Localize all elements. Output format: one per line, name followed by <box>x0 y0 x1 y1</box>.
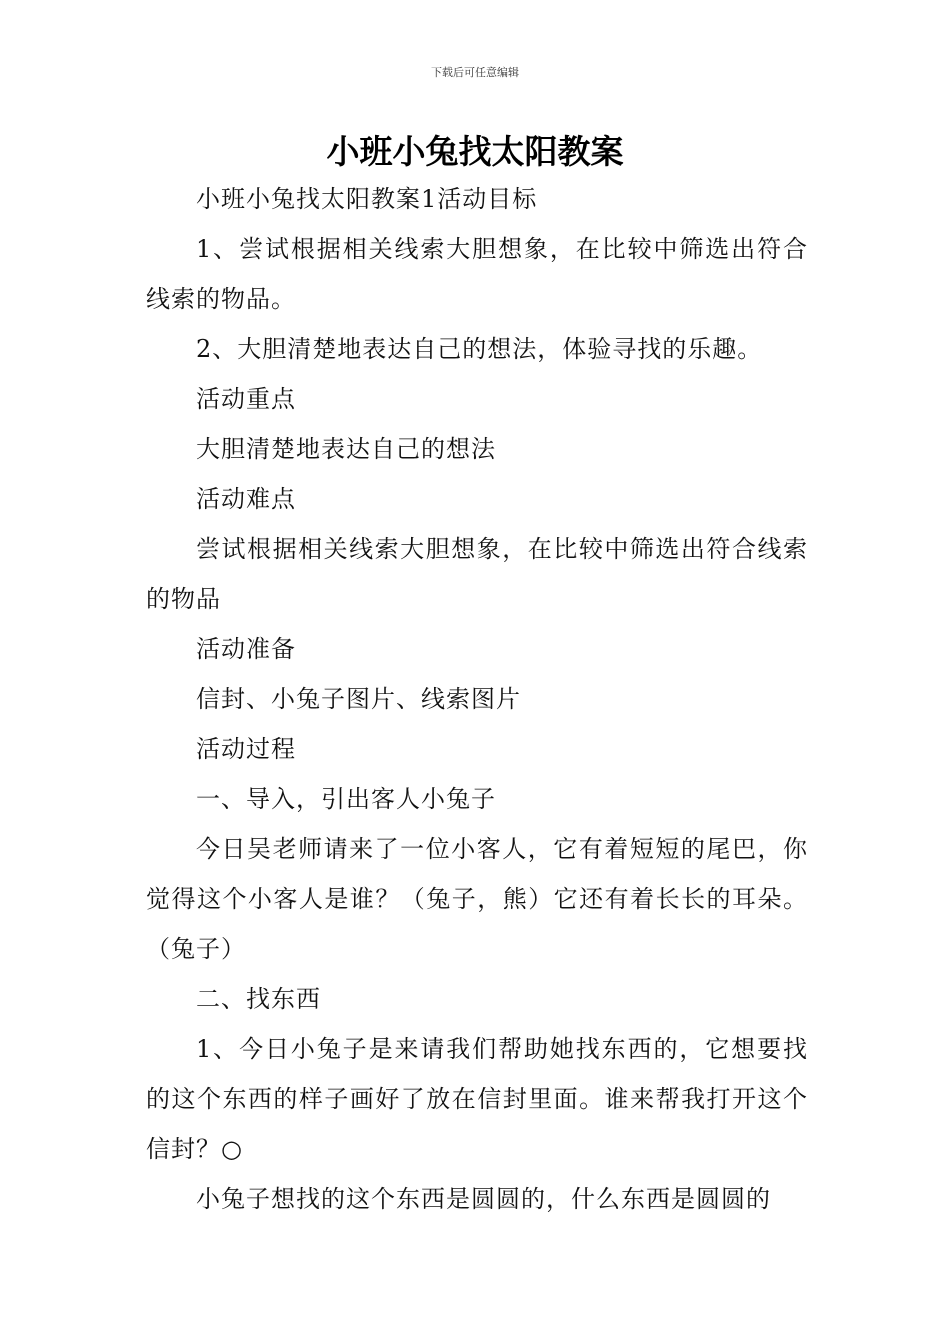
paragraph-objective-1: 1、尝试根据相关线索大胆想象，在比较中筛选出符合线索的物品。 <box>146 235 808 313</box>
paragraph-heading-preparation: 活动准备 <box>196 635 296 663</box>
paragraph-step-1-heading: 一、导入，引出客人小兔子 <box>196 785 496 813</box>
paragraph-difficulty: 尝试根据相关线索大胆想象，在比较中筛选出符合线索的物品 <box>146 535 808 613</box>
document-title: 小班小兔找太阳教案 <box>326 132 624 171</box>
paragraph-heading-focus: 活动重点 <box>196 385 296 413</box>
header-note: 下载后可任意编辑 <box>431 66 519 79</box>
paragraph-preparation: 信封、小兔子图片、线索图片 <box>196 685 521 713</box>
paragraph-focus: 大胆清楚地表达自己的想法 <box>196 435 496 463</box>
paragraph-step-2-heading: 二、找东西 <box>196 985 321 1013</box>
paragraph-heading-objectives: 小班小兔找太阳教案1活动目标 <box>196 185 538 213</box>
paragraph-step-1-body: 今日吴老师请来了一位小客人，它有着短短的尾巴，你觉得这个小客人是谁？（兔子，熊）它还有着长长的耳朵。（兔子） <box>146 835 808 963</box>
paragraph-objective-2: 2、大胆清楚地表达自己的想法，体验寻找的乐趣。 <box>196 335 763 363</box>
paragraph-heading-difficulty: 活动难点 <box>196 485 296 513</box>
paragraph-step-2-item-2: 小兔子想找的这个东西是圆圆的，什么东西是圆圆的 <box>196 1185 771 1213</box>
document-body <box>146 174 808 1224</box>
paragraph-step-2-item-1: 1、今日小兔子是来请我们帮助她找东西的，它想要找的这个东西的样子画好了放在信封里面。谁来帮我打开这个信封？○ <box>146 1035 808 1163</box>
paragraph-heading-process: 活动过程 <box>196 735 296 763</box>
